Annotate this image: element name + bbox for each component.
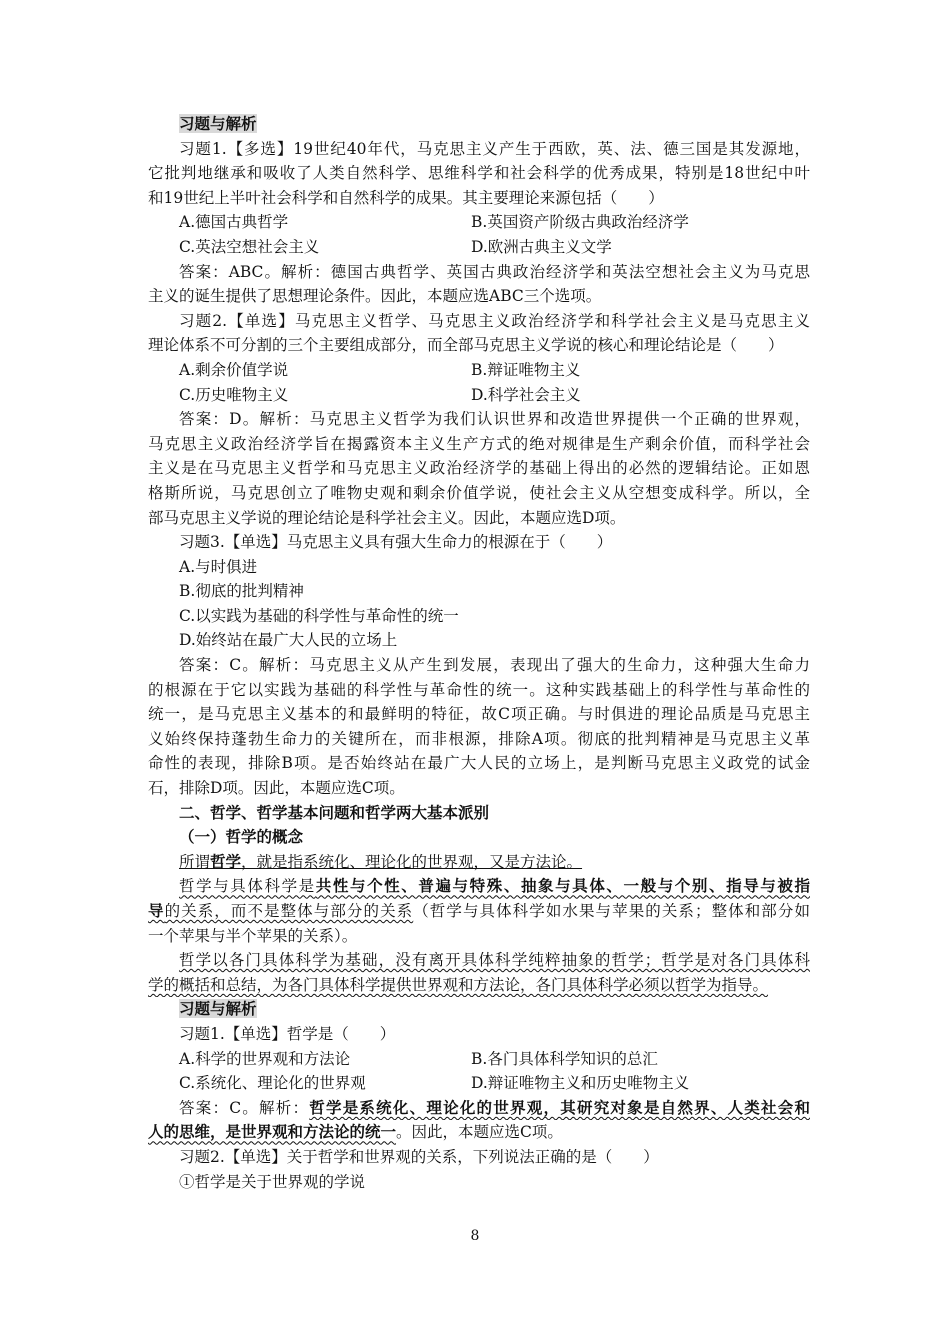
option-a: A.科学的世界观和方法论 <box>179 1049 351 1068</box>
option-d: D.始终站在最广大人民的立场上 <box>179 631 398 650</box>
exercise-heading: 习题与解析 <box>179 999 257 1019</box>
relation-text: 一个苹果与半个苹果的关系）。 <box>148 926 358 945</box>
option-d: D.辩证唯物主义和历史唯物主义 <box>471 1074 690 1093</box>
options-row <box>148 358 810 383</box>
question-text: 理论体系不可分割的三个主要组成部分，而全部马克思主义学说的核心和理论结论是（ ） <box>148 336 784 355</box>
option-b: B.各门具体科学知识的总汇 <box>471 1049 658 1068</box>
subsection-title: （一）哲学的概念 <box>179 827 304 847</box>
answer-text: 答案：C。解析：哲学是系统化、理论化的世界观，其研究对象是自然界、人类社会和 <box>179 1097 810 1117</box>
options-row <box>148 210 810 235</box>
options-row <box>148 383 810 408</box>
section-title: 二、哲学、哲学基本问题和哲学两大基本派别 <box>179 802 490 822</box>
option-a: A.德国古典哲学 <box>179 213 289 232</box>
question-text: 和19世纪上半叶社会科学和自然科学的成果。其主要理论来源包括（ ） <box>148 188 664 207</box>
statement-item: ①哲学是关于世界观的学说 <box>179 1172 366 1191</box>
answer-text: 答案：D。解析：马克思主义哲学为我们认识世界和改造世界提供一个正确的世界观， <box>179 410 810 429</box>
option-c: C.系统化、理论化的世界观 <box>179 1074 366 1093</box>
options-row <box>148 1071 810 1096</box>
definition-text: 所谓哲学，就是指系统化、理论化的世界观，又是方法论。 <box>179 851 583 871</box>
option-c: C.以实践为基础的科学性与革命性的统一 <box>179 606 459 625</box>
option-b: B.辩证唯物主义 <box>471 360 581 379</box>
options-row <box>148 1047 810 1072</box>
answer-text: 人的思维，是世界观和方法论的统一。因此，本题应选C项。 <box>148 1122 563 1142</box>
relation-text: 导的关系，而不是整体与部分的关系（哲学与具体科学如水果与苹果的关系；整体和部分如 <box>148 901 810 920</box>
document-body <box>148 112 810 1194</box>
answer-text: 格斯所说，马克思创立了唯物史观和剩余价值学说，使社会主义从空想变成科学。所以，全 <box>148 483 810 502</box>
question-text: 习题1.【多选】19世纪40年代，马克思主义产生于西欧，英、法、德三国是其发源地， <box>179 139 810 158</box>
question-text: 习题1.【单选】哲学是（ ） <box>179 1024 396 1043</box>
answer-text: 答案：ABC。解析：德国古典哲学、英国古典政治经济学和英法空想社会主义为马克思 <box>179 262 810 281</box>
page-number: 8 <box>470 1228 480 1244</box>
option-b: B.英国资产阶级古典政治经济学 <box>471 213 689 232</box>
answer-text: 命性的表现，排除B项。是否始终站在最广大人民的立场上，是判断马克思主义政党的试金 <box>148 754 810 773</box>
option-a: A.剩余价值学说 <box>179 360 289 379</box>
answer-text: 主义是在马克思主义哲学和马克思主义政治经济学的基础上得出的必然的逻辑结论。正如恩 <box>148 459 810 478</box>
question-text: 习题3.【单选】马克思主义具有强大生命力的根源在于（ ） <box>179 533 613 552</box>
answer-text: 的根源在于它以实践为基础的科学性与革命性的统一。这种实践基础上的科学性与革命性的 <box>148 680 810 699</box>
answer-text: 部马克思主义学说的理论结论是科学社会主义。因此，本题应选D项。 <box>148 508 626 527</box>
option-d: D.科学社会主义 <box>471 385 581 404</box>
answer-text: 统一，是马克思主义基本的和最鲜明的特征，故C项正确。与时俱进的理论品质是马克思主 <box>148 705 810 724</box>
basis-text: 学的概括和总结，为各门具体科学提供世界观和方法论，各门具体科学必须以哲学为指导。 <box>148 975 769 994</box>
answer-text: 主义的诞生提供了思想理论条件。因此，本题应选ABC三个选项。 <box>148 287 602 306</box>
relation-text: 哲学与具体科学是共性与个性、普遍与特殊、抽象与具体、一般与个别、指导与被指 <box>179 876 810 896</box>
option-a: A.与时俱进 <box>179 557 258 576</box>
question-text: 它批判地继承和吸收了人类自然科学、思维科学和社会科学的优秀成果，特别是18世纪中叶 <box>148 164 810 183</box>
answer-text: 答案：C。解析：马克思主义从产生到发展，表现出了强大的生命力，这种强大生命力 <box>179 656 810 675</box>
answer-text: 石，排除D项。因此，本题应选C项。 <box>148 779 405 798</box>
exercise-heading: 习题与解析 <box>179 114 257 133</box>
question-text: 习题2.【单选】关于哲学和世界观的关系，下列说法正确的是（ ） <box>179 1147 659 1166</box>
option-c: C.历史唯物主义 <box>179 385 289 404</box>
option-b: B.彻底的批判精神 <box>179 582 304 601</box>
option-d: D.欧洲古典主义文学 <box>471 237 612 256</box>
options-row <box>148 235 810 260</box>
basis-text: 哲学以各门具体科学为基础，没有离开具体科学纯粹抽象的哲学；哲学是对各门具体科 <box>179 951 810 970</box>
option-c: C.英法空想社会主义 <box>179 237 320 256</box>
question-text: 习题2.【单选】马克思主义哲学、马克思主义政治经济学和科学社会主义是马克思主义 <box>179 311 810 330</box>
answer-text: 义始终保持蓬勃生命力的关键所在，而非根源，排除A项。彻底的批判精神是马克思主义革 <box>148 729 810 748</box>
key-term: 哲学 <box>210 851 242 871</box>
answer-text: 马克思主义政治经济学旨在揭露资本主义生产方式的绝对规律是生产剩余价值，而科学社会 <box>148 434 810 453</box>
